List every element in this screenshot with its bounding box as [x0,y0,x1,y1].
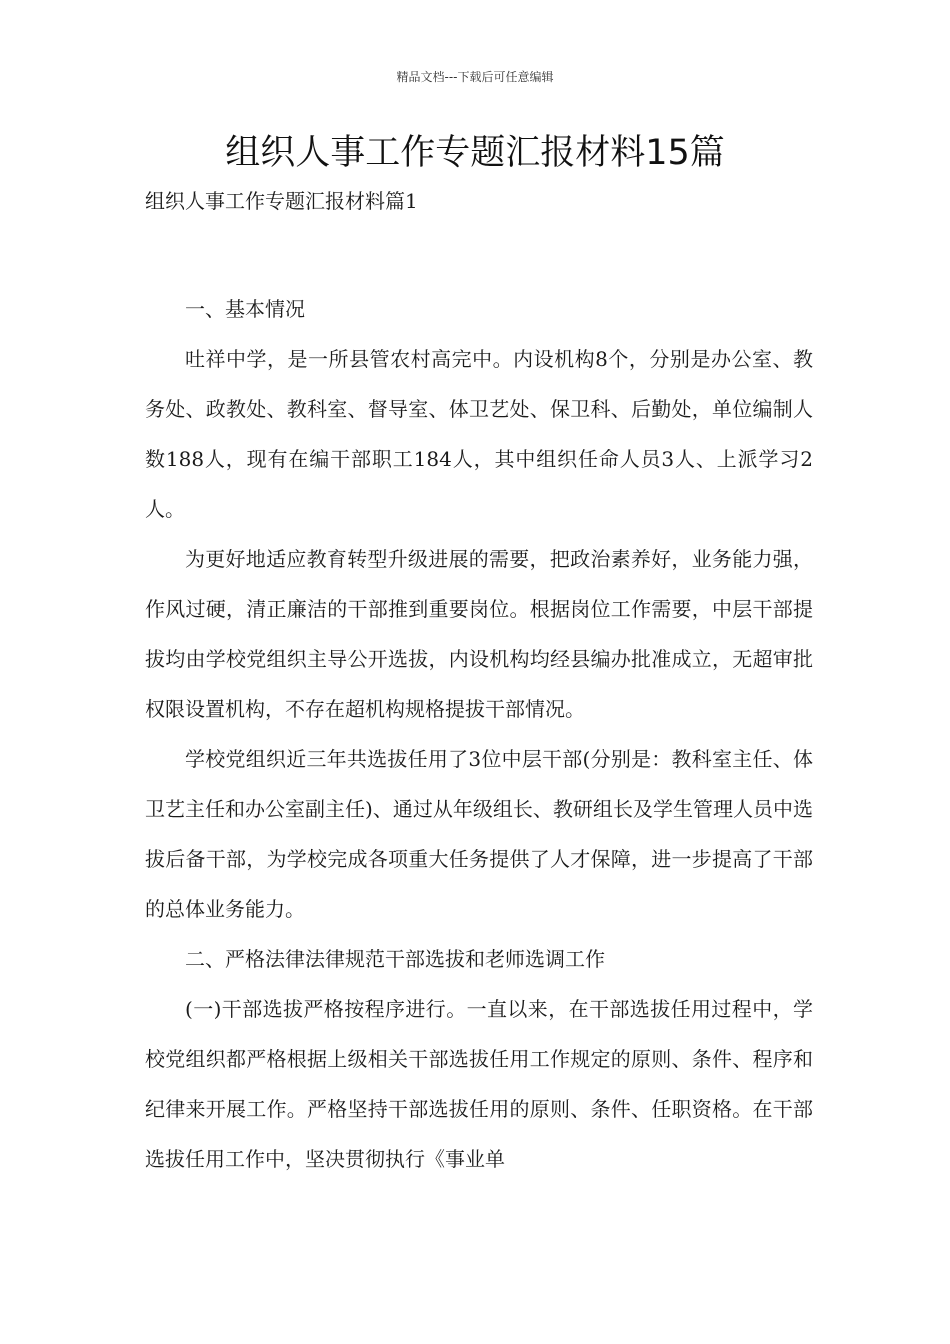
paragraph: (一)干部选拔严格按程序进行。一直以来，在干部选拔任用过程中，学校党组织都严格根据上级相关干部选拔任用工作规定的原则、条件、程序和纪律来开展工作。严格坚持干部选拔任用的原则、条件、任职资格。在干部选拔任用工作中，坚决贯彻执行《事业单 [145,997,813,1171]
heading-standardize-selection: 二、严格法律法律规范干部选拔和老师选调工作 [185,947,605,971]
document-body [145,284,813,1184]
paragraph: 为更好地适应教育转型升级进展的需要，把政治素养好，业务能力强，作风过硬，清正廉洁的干部推到重要岗位。根据岗位工作需要，中层干部提拔均由学校党组织主导公开选拔，内设机构均经县编办批准成立，无超审批权限设置机构，不存在超机构规格提拔干部情况。 [145,547,813,721]
section-title: 组织人事工作专题汇报材料篇1 [145,189,418,213]
header-note: 精品文档---下载后可任意编辑 [396,70,554,84]
paragraph: 学校党组织近三年共选拔任用了3位中层干部(分别是：教科室主任、体卫艺主任和办公室副主任)、通过从年级组长、教研组长及学生管理人员中选拔后备干部，为学校完成各项重大任务提供了人才保障，进一步提高了干部的总体业务能力。 [145,747,813,921]
paragraph: 吐祥中学，是一所县管农村高完中。内设机构8个，分别是办公室、教务处、政教处、教科室、督导室、体卫艺处、保卫科、后勤处，单位编制人数188人，现有在编干部职工184人，其中组织任命人员3人、上派学习2人。 [145,347,813,521]
heading-basic-situation: 一、基本情况 [185,297,305,321]
document-title: 组织人事工作专题汇报材料15篇 [225,133,725,173]
